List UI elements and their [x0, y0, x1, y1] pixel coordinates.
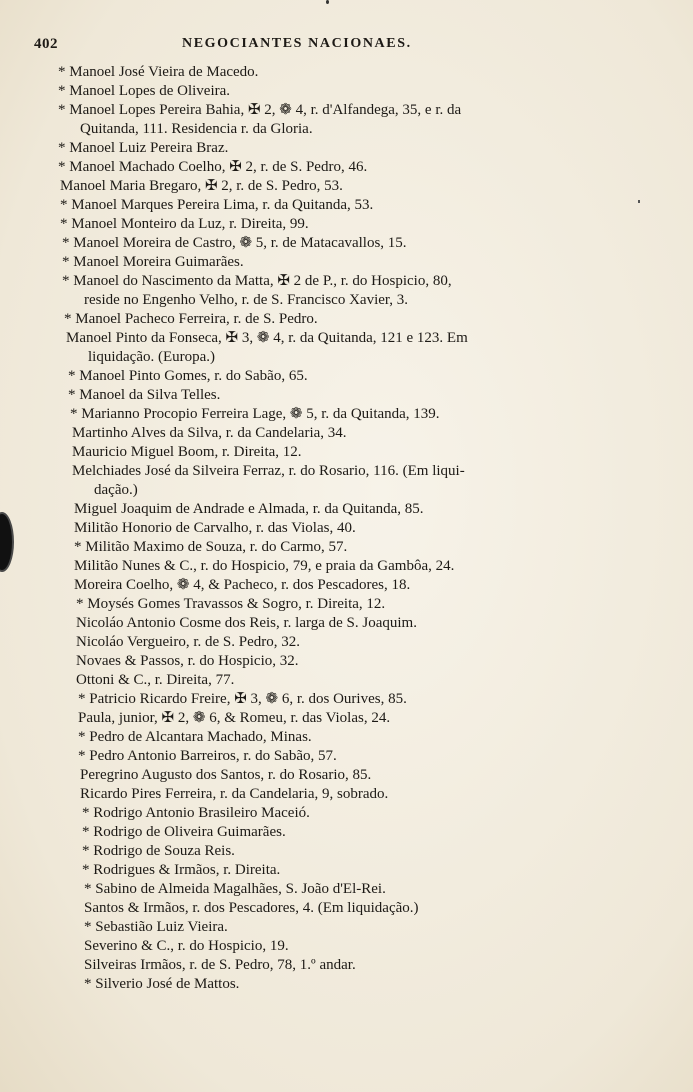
ink-speck	[638, 200, 640, 203]
list-line: Manoel Maria Bregaro, ✠ 2, r. de S. Pedro, 53.	[60, 178, 343, 194]
list-line: Peregrino Augusto dos Santos, r. do Rosario, 85.	[80, 767, 372, 783]
list-line: * Manoel José Vieira de Macedo.	[58, 64, 259, 80]
binding-hole	[0, 512, 14, 572]
list-line: liquidação. (Europa.)	[88, 349, 216, 365]
list-line: Nicoláo Antonio Cosme dos Reis, r. larga de S. Joaquim.	[76, 615, 417, 631]
list-line: Militão Honorio de Carvalho, r. das Violas, 40.	[74, 520, 356, 536]
list-line: Melchiades José da Silveira Ferraz, r. do Rosario, 116. (Em liqui-	[72, 463, 465, 479]
list-line: * Manoel Monteiro da Luz, r. Direita, 99.	[60, 216, 309, 232]
list-line: * Silverio José de Mattos.	[84, 976, 240, 992]
list-line: * Manoel Lopes de Oliveira.	[58, 83, 231, 99]
list-line: Severino & C., r. do Hospicio, 19.	[84, 938, 289, 954]
list-line: Novaes & Passos, r. do Hospicio, 32.	[76, 653, 299, 669]
list-line: Santos & Irmãos, r. dos Pescadores, 4. (Em liquidação.)	[84, 900, 419, 916]
list-line: * Manoel Pacheco Ferreira, r. de S. Pedro.	[64, 311, 318, 327]
list-line: * Rodrigo de Souza Reis.	[82, 843, 235, 859]
list-line: Manoel Pinto da Fonseca, ✠ 3, ❁ 4, r. da Quitanda, 121 e 123. Em	[66, 330, 468, 346]
list-line: * Manoel Moreira Guimarães.	[62, 254, 244, 270]
list-line: Quitanda, 111. Residencia r. da Gloria.	[80, 121, 313, 137]
list-line: * Rodrigo Antonio Brasileiro Maceió.	[82, 805, 310, 821]
list-line: * Manoel Moreira de Castro, ❁ 5, r. de Matacavallos, 15.	[62, 235, 407, 251]
list-line: Militão Nunes & C., r. do Hospicio, 79, e praia da Gambôa, 24.	[74, 558, 455, 574]
list-line: * Manoel do Nascimento da Matta, ✠ 2 de P., r. do Hospicio, 80,	[62, 273, 452, 289]
list-line: dação.)	[94, 482, 138, 498]
list-line: * Manoel Luiz Pereira Braz.	[58, 140, 229, 156]
list-line: * Moysés Gomes Travassos & Sogro, r. Direita, 12.	[76, 596, 386, 612]
list-line: * Pedro Antonio Barreiros, r. do Sabão, 57.	[78, 748, 337, 764]
page-header	[34, 36, 634, 58]
list-line: * Pedro de Alcantara Machado, Minas.	[78, 729, 312, 745]
list-line: Silveiras Irmãos, r. de S. Pedro, 78, 1.º andar.	[84, 957, 356, 973]
page-number: 402	[34, 36, 58, 52]
ink-dot	[326, 0, 329, 4]
list-line: Martinho Alves da Silva, r. da Candelaria, 34.	[72, 425, 347, 441]
list-line: * Manoel Machado Coelho, ✠ 2, r. de S. Pedro, 46.	[58, 159, 368, 175]
list-line: * Rodrigues & Irmãos, r. Direita.	[82, 862, 281, 878]
list-line: Ricardo Pires Ferreira, r. da Candelaria, 9, sobrado.	[80, 786, 389, 802]
list-line: * Manoel Lopes Pereira Bahia, ✠ 2, ❁ 4, r. d'Alfandega, 35, e r. da	[58, 102, 462, 118]
list-line: Ottoni & C., r. Direita, 77.	[76, 672, 235, 688]
list-line: * Marianno Procopio Ferreira Lage, ❁ 5, r. da Quitanda, 139.	[70, 406, 440, 422]
list-line: * Rodrigo de Oliveira Guimarães.	[82, 824, 286, 840]
list-line: * Manoel da Silva Telles.	[68, 387, 221, 403]
list-line: Moreira Coelho, ❁ 4, & Pacheco, r. dos Pescadores, 18.	[74, 577, 411, 593]
running-title: NEGOCIANTES NACIONAES.	[182, 36, 412, 51]
list-line: * Manoel Marques Pereira Lima, r. da Quitanda, 53.	[60, 197, 374, 213]
list-line: * Sabino de Almeida Magalhães, S. João d'El-Rei.	[84, 881, 386, 897]
list-line: * Sebastião Luiz Vieira.	[84, 919, 228, 935]
list-line: * Patricio Ricardo Freire, ✠ 3, ❁ 6, r. dos Ourives, 85.	[78, 691, 407, 707]
list-line: Mauricio Miguel Boom, r. Direita, 12.	[72, 444, 302, 460]
list-line: * Manoel Pinto Gomes, r. do Sabão, 65.	[68, 368, 308, 384]
list-line: * Militão Maximo de Souza, r. do Carmo, 57.	[74, 539, 348, 555]
list-line: Paula, junior, ✠ 2, ❁ 6, & Romeu, r. das Violas, 24.	[78, 710, 391, 726]
list-line: Miguel Joaquim de Andrade e Almada, r. da Quitanda, 85.	[74, 501, 424, 517]
list-line: Nicoláo Vergueiro, r. de S. Pedro, 32.	[76, 634, 300, 650]
list-line: reside no Engenho Velho, r. de S. Francisco Xavier, 3.	[84, 292, 409, 308]
